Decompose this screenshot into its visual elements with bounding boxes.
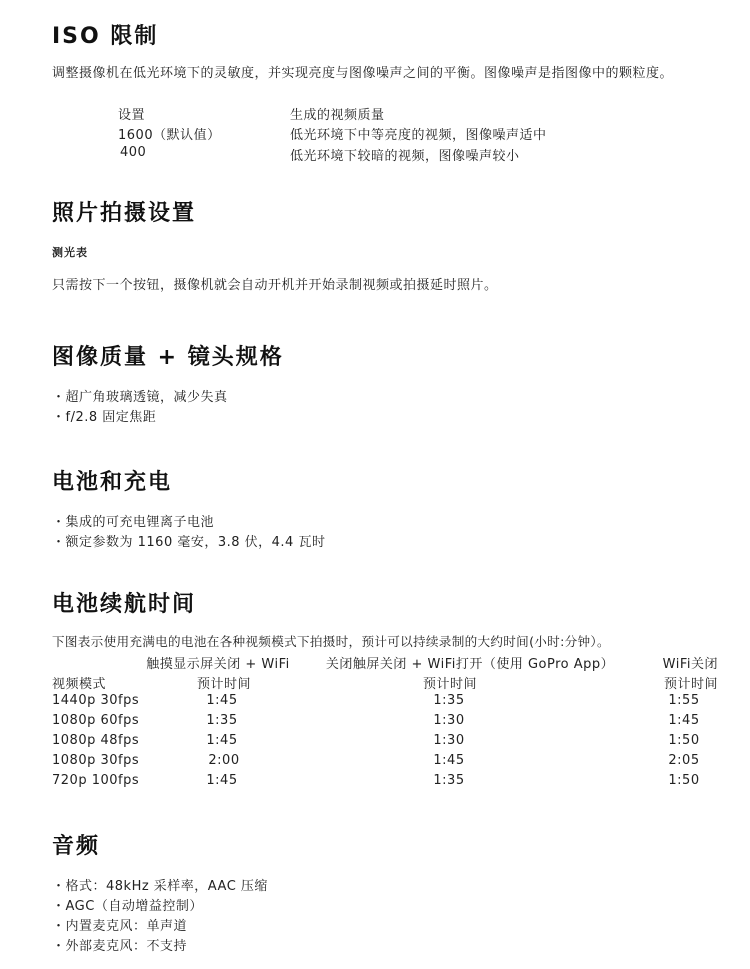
iso-table-row-quality: 低光环境下较暗的视频，图像噪声较小 [290,149,520,164]
table-cell-a: 1:45 [206,693,238,708]
table-cell-a: 1:45 [206,733,238,748]
table-cell-mode: 1440p 30fps [52,693,140,708]
table-cell-c: 2:05 [668,753,700,768]
list-item: ・格式：48kHz 采样率，AAC 压缩 [52,879,268,894]
battery-time-header-c: 预计时间 [663,677,718,692]
table-cell-mode: 720p 100fps [52,773,140,788]
battery-col-group-b: 关闭触屏关闭 + WiFi打开（使用 GoPro App） [325,657,615,672]
battery-life-title: 电池续航时间 [52,592,197,617]
iso-table-header-quality: 生成的视频质量 [290,108,385,123]
table-cell-a: 1:35 [206,713,238,728]
iso-table-row-setting: 1600（默认值） [118,128,221,143]
list-item: ・内置麦克风：单声道 [52,919,188,934]
iso-description: 调整摄像机在低光环境下的灵敏度，并实现亮度与图像噪声之间的平衡。图像噪声是指图像中的颗粒度。 [52,66,674,81]
table-cell-b: 1:35 [433,693,465,708]
battery-life-description: 下图表示使用充满电的电池在各种视频模式下拍摄时，预计可以持续录制的大约时间(小时:分钟）。 [52,634,610,649]
list-item: ・超广角玻璃透镜，减少失真 [52,390,228,405]
list-item: ・额定参数为 1160 毫安，3.8 伏，4.4 瓦时 [52,535,326,550]
list-item: ・AGC（自动增益控制） [52,899,203,914]
photo-subtitle: 测光表 [52,246,88,259]
list-item: ・集成的可充电锂离子电池 [52,515,215,530]
battery-title: 电池和充电 [52,470,173,495]
battery-time-header-b: 预计时间 [422,677,478,692]
table-cell-b: 1:30 [433,713,465,728]
iso-table-header-setting: 设置 [118,108,146,123]
table-cell-b: 1:35 [433,773,465,788]
iso-title: ISO 限制 [52,24,159,49]
battery-mode-header: 视频模式 [52,677,107,692]
table-cell-c: 1:50 [668,733,700,748]
battery-col-group-a: 触摸显示屏关闭 + WiFi [146,657,290,672]
list-item: ・外部麦克风：不支持 [52,939,188,954]
iso-table-row-setting: 400 [120,145,147,160]
table-cell-a: 1:45 [206,773,238,788]
battery-col-group-c: WiFi关闭 [662,657,718,672]
table-cell-c: 1:45 [668,713,700,728]
table-cell-b: 1:45 [433,753,465,768]
list-item: ・f/2.8 固定焦距 [52,410,157,425]
battery-time-header-a: 预计时间 [196,677,252,692]
photo-title: 照片拍摄设置 [52,201,197,226]
table-cell-mode: 1080p 30fps [52,753,140,768]
table-cell-b: 1:30 [433,733,465,748]
table-cell-c: 1:50 [668,773,700,788]
table-cell-c: 1:55 [668,693,700,708]
table-cell-a: 2:00 [208,753,240,768]
audio-title: 音频 [52,834,101,859]
iso-table-row-quality: 低光环境下中等亮度的视频，图像噪声适中 [290,128,547,143]
photo-text: 只需按下一个按钮，摄像机就会自动开机并开始录制视频或拍摄延时照片。 [52,278,498,293]
table-cell-mode: 1080p 60fps [52,713,140,728]
image-quality-title: 图像质量 + 镜头规格 [52,345,284,370]
table-cell-mode: 1080p 48fps [52,733,140,748]
